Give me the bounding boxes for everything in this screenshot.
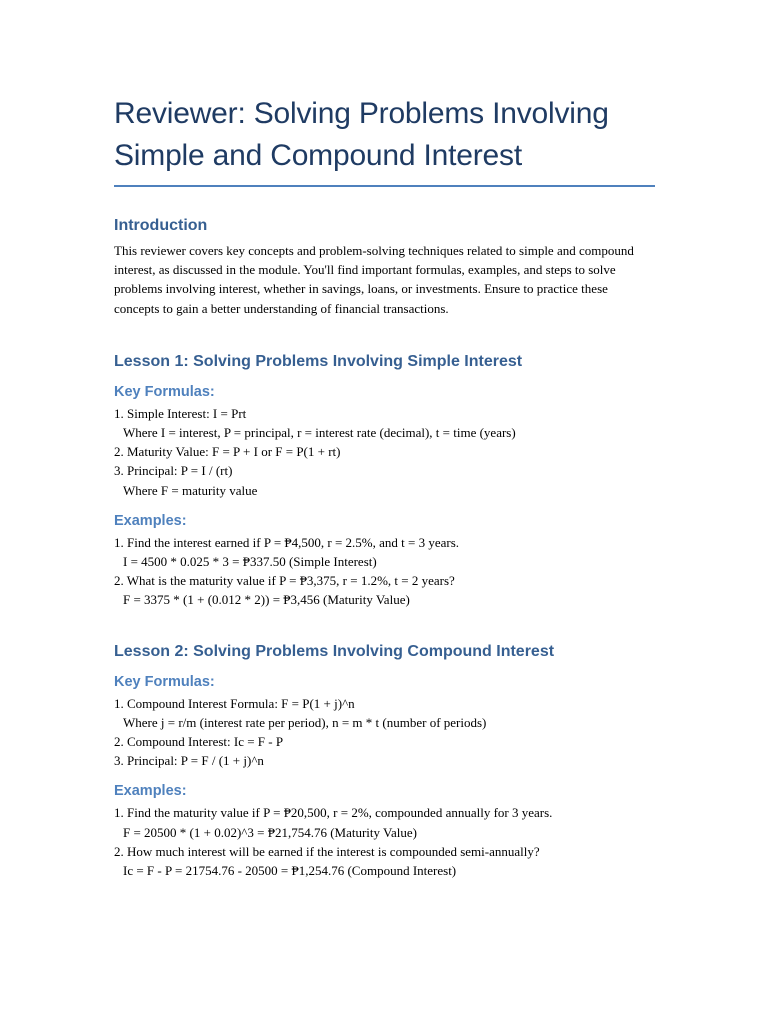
- title-line-2: Simple and Compound Interest: [114, 139, 522, 172]
- introduction-heading: Introduction: [114, 217, 208, 234]
- lesson-2-formulas-heading: Key Formulas:: [114, 673, 215, 690]
- lesson-1-examples: [114, 533, 654, 610]
- list-item: 3. Principal: P = I / (rt): [114, 463, 233, 479]
- list-item: 2. Maturity Value: F = P + I or F = P(1 + rt): [114, 444, 341, 460]
- title-line-1: Reviewer: Solving Problems Involving: [114, 97, 609, 130]
- document-title: [114, 93, 654, 177]
- lesson-1-examples-heading: Examples:: [114, 512, 187, 529]
- introduction-paragraph: This reviewer covers key concepts and problem-solving techniques related to simple and compound interest, as discussed in the module. You'll find important formulas, examples, and steps to solve problems involving interest, whether in savings, loans, or investments. Ensure to practice these concepts to gain a better understanding of financial transactions.: [114, 243, 634, 316]
- list-item: I = 4500 * 0.025 * 3 = ₱337.50 (Simple Interest): [123, 554, 377, 570]
- list-item: Where I = interest, P = principal, r = interest rate (decimal), t = time (years): [123, 425, 516, 441]
- lesson-1-formulas-heading: Key Formulas:: [114, 383, 215, 400]
- list-item: Where F = maturity value: [123, 482, 258, 498]
- list-item: 1. Simple Interest: I = Prt: [114, 405, 247, 421]
- list-item: 1. Find the interest earned if P = ₱4,500, r = 2.5%, and t = 3 years.: [114, 534, 460, 550]
- list-item: 2. How much interest will be earned if the interest is compounded semi-annually?: [114, 843, 540, 859]
- list-item: 1. Compound Interest Formula: F = P(1 + j)^n: [114, 695, 355, 711]
- list-item: Where j = r/m (interest rate per period), n = m * t (number of periods): [123, 714, 487, 730]
- list-item: Ic = F - P = 21754.76 - 20500 = ₱1,254.76 (Compound Interest): [123, 863, 457, 879]
- lesson-1-formulas: [114, 404, 654, 500]
- list-item: 2. Compound Interest: Ic = F - P: [114, 734, 284, 750]
- list-item: F = 20500 * (1 + 0.02)^3 = ₱21,754.76 (Maturity Value): [123, 824, 417, 840]
- lesson-2-examples-heading: Examples:: [114, 783, 187, 800]
- lesson-2-formulas: [114, 694, 654, 771]
- lesson-2-heading: Lesson 2: Solving Problems Involving Compound Interest: [114, 642, 555, 660]
- title-divider: [114, 185, 655, 187]
- list-item: 1. Find the maturity value if P = ₱20,500, r = 2%, compounded annually for 3 years.: [114, 805, 553, 821]
- lesson-1-heading: Lesson 1: Solving Problems Involving Simple Interest: [114, 352, 523, 370]
- list-item: F = 3375 * (1 + (0.012 * 2)) = ₱3,456 (Maturity Value): [123, 592, 410, 608]
- list-item: 3. Principal: P = F / (1 + j)^n: [114, 753, 264, 769]
- lesson-2-examples: [114, 803, 654, 880]
- list-item: 2. What is the maturity value if P = ₱3,375, r = 1.2%, t = 2 years?: [114, 573, 455, 589]
